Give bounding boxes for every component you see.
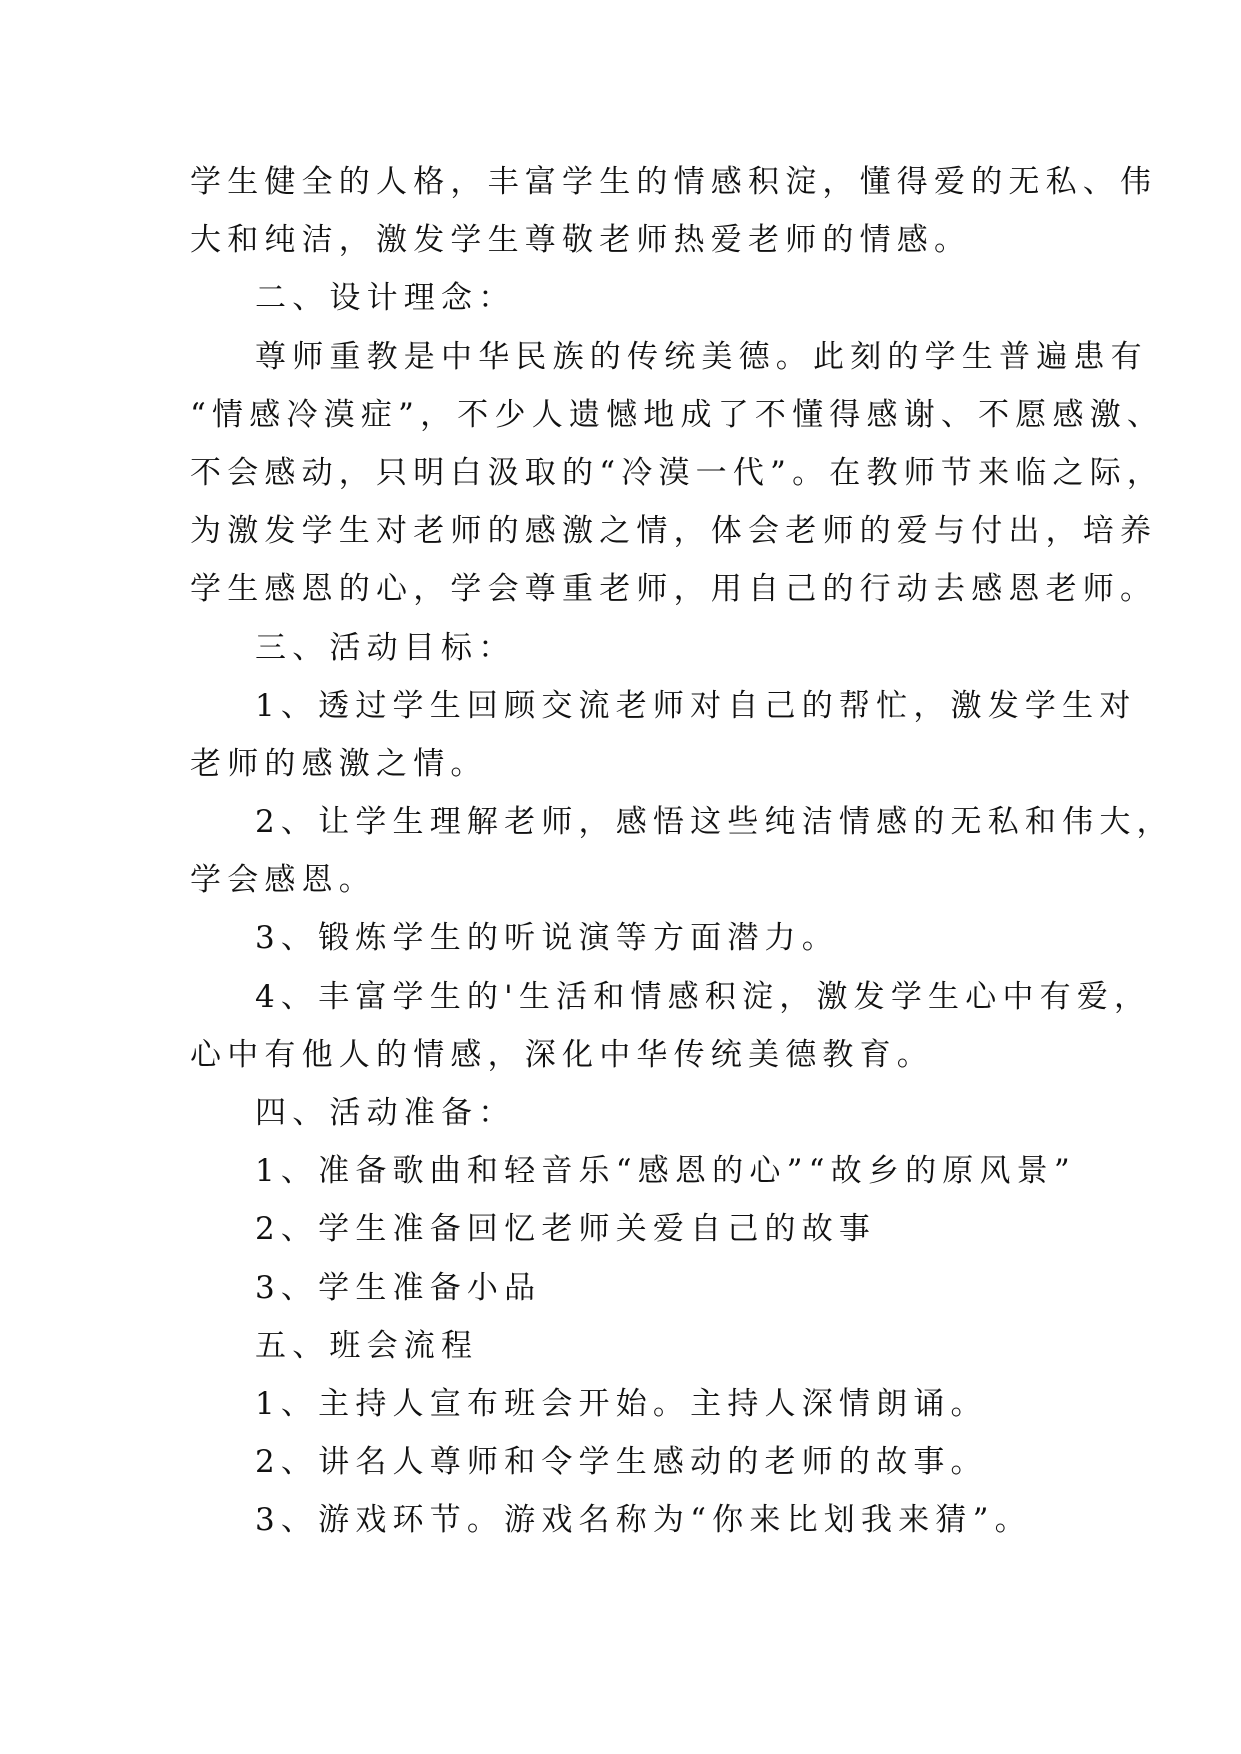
list-item: 4、丰富学生的'生活和情感积淀，激发学生心中有爱， [255, 978, 1152, 1015]
text-line: 大和纯洁，激发学生尊敬老师热爱老师的情感。 [190, 222, 972, 259]
list-item: 2、学生准备回忆老师关爱自己的故事 [255, 1211, 877, 1248]
section-heading-design-concept: 二、设计理念： [255, 280, 516, 317]
list-item: 3、学生准备小品 [255, 1269, 542, 1306]
list-item: 3、锻炼学生的听说演等方面潜力。 [255, 920, 839, 957]
list-item: 2、讲名人尊师和令学生感动的老师的故事。 [255, 1444, 988, 1481]
section-heading-class-meeting-process: 五、班会流程 [255, 1327, 479, 1364]
text-line: 心中有他人的情感，深化中华传统美德教育。 [190, 1036, 934, 1073]
document-body [190, 153, 1174, 1550]
text-line: 尊师重教是中华民族的传统美德。此刻的学生普遍患有 [255, 338, 1148, 375]
text-line: 学会感恩。 [190, 862, 376, 899]
text-line: 学生感恩的心，学会尊重老师，用自己的行动去感恩老师。 [190, 571, 1158, 608]
list-item: 1、透过学生回顾交流老师对自己的帮忙，激发学生对 [255, 687, 1137, 724]
list-item: 1、主持人宣布班会开始。主持人深情朗诵。 [255, 1385, 988, 1422]
list-item: 1、准备歌曲和轻音乐“感恩的心”“故乡的原风景” [255, 1153, 1076, 1190]
text-line: 不会感动，只明白汲取的“冷漠一代”。在教师节来临之际， [190, 454, 1165, 491]
section-heading-activity-preparation: 四、活动准备： [255, 1095, 516, 1131]
section-heading-activity-goals: 三、活动目标： [255, 629, 516, 666]
list-item: 3、游戏环节。游戏名称为“你来比划我来猜”。 [255, 1502, 1032, 1539]
text-line: 老师的感激之情。 [190, 745, 488, 782]
text-line: 学生健全的人格，丰富学生的情感积淀，懂得爱的无私、伟 [190, 164, 1158, 200]
text-line: “情感冷漠症”，不少人遗憾地成了不懂得感谢、不愿感激、 [190, 396, 1165, 433]
text-line: 为激发学生对老师的感激之情，体会老师的爱与付出，培养 [190, 513, 1158, 550]
list-item: 2、让学生理解老师，感悟这些纯洁情感的无私和伟大， [255, 804, 1174, 841]
